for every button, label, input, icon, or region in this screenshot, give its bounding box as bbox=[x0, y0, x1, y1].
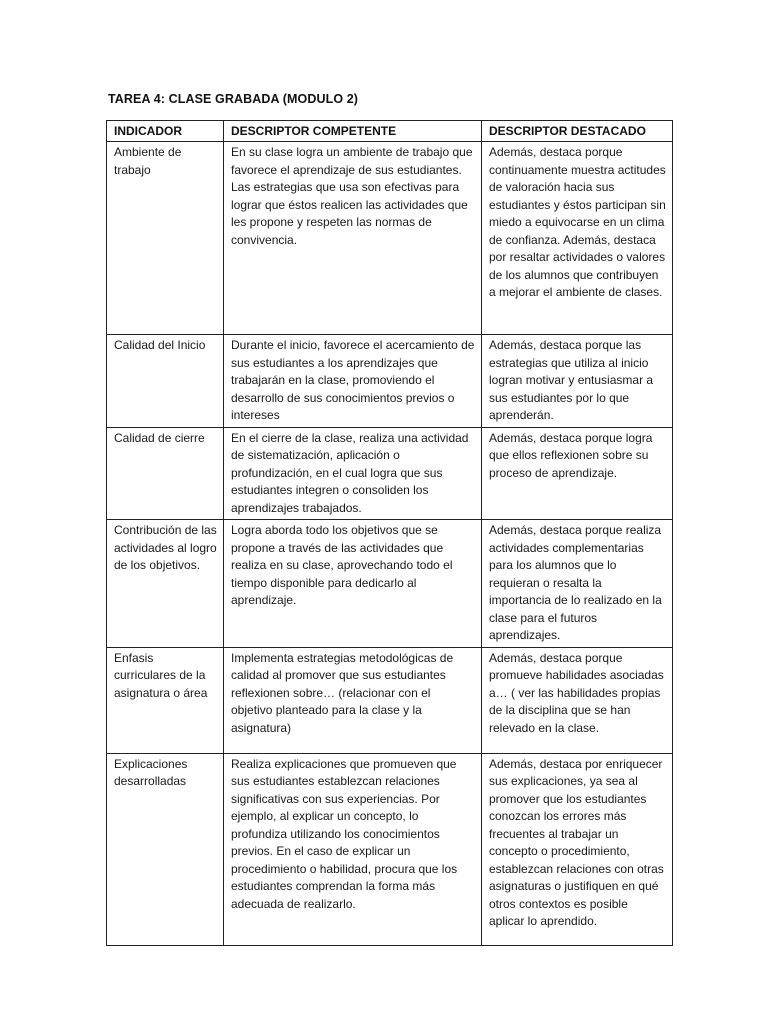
table-row bbox=[107, 142, 673, 335]
indicator-cell: Explicaciones desarrolladas bbox=[107, 753, 224, 945]
rubric-table bbox=[106, 120, 673, 946]
table-header-row bbox=[107, 121, 673, 142]
indicator-cell: Calidad de cierre bbox=[107, 427, 224, 520]
outstanding-descriptor-cell: Además, destaca porque continuamente muestra actitudes de valoración hacia sus estudiantes y éstos participan sin miedo a equivocarse en un clima de confianza. Además, destaca por resaltar actividades o valores de los alumnos que contribuyen a mejorar el ambiente de clases. bbox=[482, 142, 673, 335]
outstanding-descriptor-cell: Además, destaca porque promueve habilidades asociadas a… ( ver las habilidades propias de la disciplina que se han relevado en la clase. bbox=[482, 647, 673, 753]
outstanding-descriptor-cell: Además, destaca porque las estrategias que utiliza al inicio logran motivar y entusiasmar a sus estudiantes por lo que aprenderán. bbox=[482, 335, 673, 428]
header-outstanding-descriptor: DESCRIPTOR DESTACADO bbox=[482, 121, 673, 142]
page-title: TAREA 4: CLASE GRABADA (MODULO 2) bbox=[108, 92, 359, 106]
indicator-cell: Calidad del Inicio bbox=[107, 335, 224, 428]
indicator-cell: Enfasis curriculares de la asignatura o área bbox=[107, 647, 224, 753]
competent-descriptor-cell: En su clase logra un ambiente de trabajo que favorece el aprendizaje de sus estudiantes. Las estrategias que usa son efectivas para lograr que éstos realicen las actividades que les propone y respeten las normas de convivencia. bbox=[224, 142, 482, 335]
indicator-cell: Ambiente de trabajo bbox=[107, 142, 224, 335]
outstanding-descriptor-cell: Además, destaca porque logra que ellos reflexionen sobre su proceso de aprendizaje. bbox=[482, 427, 673, 520]
header-competent-descriptor: DESCRIPTOR COMPETENTE bbox=[224, 121, 482, 142]
competent-descriptor-cell: Realiza explicaciones que promueven que sus estudiantes establezcan relaciones significativas con sus experiencias. Por ejemplo, al explicar un concepto, lo profundiza utilizando los conocimientos previos. En el caso de explicar un procedimiento o habilidad, procura que los estudiantes comprendan la forma más adecuada de realizarlo. bbox=[224, 753, 482, 945]
table-row bbox=[107, 335, 673, 428]
competent-descriptor-cell: Implementa estrategias metodológicas de calidad al promover que sus estudiantes reflexionen sobre… (relacionar con el objetivo planteado para la clase y la asignatura) bbox=[224, 647, 482, 753]
outstanding-descriptor-cell: Además, destaca porque realiza actividades complementarias para los alumnos que lo requieran o resalta la importancia de lo realizado en la clase para el futuros aprendizajes. bbox=[482, 520, 673, 648]
outstanding-descriptor-cell: Además, destaca por enriquecer sus explicaciones, ya sea al promover que los estudiantes conozcan los errores más frecuentes al trabajar un concepto o procedimiento, establezcan relaciones con otras asignaturas o justifiquen en qué otros contextos es posible aplicar lo aprendido. bbox=[482, 753, 673, 945]
indicator-cell: Contribución de las actividades al logro de los objetivos. bbox=[107, 520, 224, 648]
competent-descriptor-cell: En el cierre de la clase, realiza una actividad de sistematización, aplicación o profundización, en el cual logra que sus estudiantes integren o consoliden los aprendizajes trabajados. bbox=[224, 427, 482, 520]
table-row bbox=[107, 753, 673, 945]
header-indicator: INDICADOR bbox=[107, 121, 224, 142]
table-row bbox=[107, 647, 673, 753]
table-row bbox=[107, 520, 673, 648]
competent-descriptor-cell: Durante el inicio, favorece el acercamiento de sus estudiantes a los aprendizajes que trabajarán en la clase, promoviendo el desarrollo de sus conocimientos previos o intereses bbox=[224, 335, 482, 428]
table-row bbox=[107, 427, 673, 520]
competent-descriptor-cell: Logra aborda todo los objetivos que se propone a través de las actividades que realiza en su clase, aprovechando todo el tiempo disponible para dedicarlo al aprendizaje. bbox=[224, 520, 482, 648]
